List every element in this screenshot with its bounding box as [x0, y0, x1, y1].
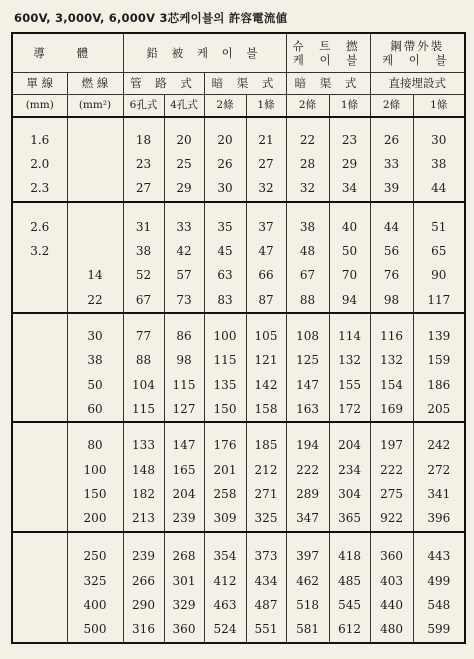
table-cell: 155 — [329, 373, 370, 397]
header-1-line-a: 1條 — [246, 94, 286, 117]
header-1-line-c: 1條 — [413, 94, 465, 117]
table-row — [12, 240, 465, 264]
table-cell: 304 — [329, 482, 370, 506]
table-cell: 139 — [413, 313, 465, 349]
table-cell: 105 — [246, 313, 286, 349]
table-cell: 182 — [123, 482, 164, 506]
table-cell: 242 — [413, 422, 465, 458]
table-cell: 212 — [246, 458, 286, 482]
table-cell: 147 — [286, 373, 329, 397]
table-cell — [67, 153, 123, 177]
table-cell: 88 — [286, 288, 329, 313]
table-cell: 25 — [164, 153, 204, 177]
table-cell: 66 — [246, 264, 286, 288]
table-cell: 135 — [204, 373, 246, 397]
table-cell: 56 — [370, 240, 413, 264]
table-cell: 258 — [204, 482, 246, 506]
table-cell: 22 — [286, 117, 329, 153]
table-cell: 38 — [286, 202, 329, 240]
table-cell: 47 — [246, 240, 286, 264]
header-stranded-wire: 燃 線 — [67, 72, 123, 94]
table-cell: 150 — [204, 397, 246, 422]
table-row — [12, 117, 465, 153]
table-cell — [12, 397, 67, 422]
table-cell: 213 — [123, 506, 164, 531]
table-cell: 21 — [246, 117, 286, 153]
table-cell: 83 — [204, 288, 246, 313]
table-cell: 90 — [413, 264, 465, 288]
table-cell: 32 — [246, 177, 286, 202]
table-cell: 88 — [123, 349, 164, 373]
table-cell: 26 — [370, 117, 413, 153]
table-row — [12, 594, 465, 618]
table-cell — [67, 202, 123, 240]
table-cell — [67, 240, 123, 264]
header-2-lines-a: 2條 — [204, 94, 246, 117]
table-cell: 329 — [164, 594, 204, 618]
table-cell: 115 — [164, 373, 204, 397]
table-cell: 20 — [204, 117, 246, 153]
table-cell — [12, 594, 67, 618]
table-cell: 150 — [67, 482, 123, 506]
table-cell: 185 — [246, 422, 286, 458]
table-cell: 125 — [286, 349, 329, 373]
table-cell: 163 — [286, 397, 329, 422]
table-cell: 44 — [413, 177, 465, 202]
table-cell: 418 — [329, 532, 370, 570]
table-cell — [12, 482, 67, 506]
table-cell: 27 — [123, 177, 164, 202]
table-cell: 234 — [329, 458, 370, 482]
table-cell: 922 — [370, 506, 413, 531]
header-unit-mm2: (mm²) — [67, 94, 123, 117]
table-cell: 397 — [286, 532, 329, 570]
header-lead-sheathed-cable: 鉛 被 케 이 블 — [123, 33, 286, 72]
table-cell: 551 — [246, 618, 286, 643]
table-cell: 2.3 — [12, 177, 67, 202]
table-cell: 205 — [413, 397, 465, 422]
table-cell: 268 — [164, 532, 204, 570]
table-cell — [12, 458, 67, 482]
table-cell: 117 — [413, 288, 465, 313]
table-cell: 599 — [413, 618, 465, 643]
table-cell: 132 — [370, 349, 413, 373]
table-row — [12, 569, 465, 593]
table-cell: 434 — [246, 569, 286, 593]
table-cell: 29 — [329, 153, 370, 177]
header-single-wire: 單 線 — [12, 72, 67, 94]
table-cell: 27 — [246, 153, 286, 177]
table-cell: 100 — [204, 313, 246, 349]
table-cell: 80 — [67, 422, 123, 458]
table-cell: 18 — [123, 117, 164, 153]
table-cell: 33 — [370, 153, 413, 177]
table-cell: 316 — [123, 618, 164, 643]
header-culvert-type: 暗 渠 式 — [204, 72, 286, 94]
table-cell: 100 — [67, 458, 123, 482]
table-cell: 73 — [164, 288, 204, 313]
table-cell: 485 — [329, 569, 370, 593]
table-cell: 147 — [164, 422, 204, 458]
table-row — [12, 288, 465, 313]
table-cell: 309 — [204, 506, 246, 531]
table-cell: 275 — [370, 482, 413, 506]
table-cell: 45 — [204, 240, 246, 264]
table-cell: 400 — [67, 594, 123, 618]
table-cell: 201 — [204, 458, 246, 482]
table-cell: 239 — [164, 506, 204, 531]
table-cell: 204 — [329, 422, 370, 458]
table-cell: 154 — [370, 373, 413, 397]
table-row — [12, 313, 465, 349]
table-cell: 31 — [123, 202, 164, 240]
table-cell: 290 — [123, 594, 164, 618]
table-cell: 115 — [123, 397, 164, 422]
table-cell: 222 — [286, 458, 329, 482]
table-cell: 115 — [204, 349, 246, 373]
header-6-hole: 6孔式 — [123, 94, 164, 117]
table-cell: 548 — [413, 594, 465, 618]
table-cell: 360 — [164, 618, 204, 643]
table-row — [12, 349, 465, 373]
table-cell: 67 — [123, 288, 164, 313]
table-cell: 33 — [164, 202, 204, 240]
table-cell: 30 — [67, 313, 123, 349]
table-cell: 204 — [164, 482, 204, 506]
table-cell: 38 — [123, 240, 164, 264]
header-unit-mm: (mm) — [12, 94, 67, 117]
table-cell — [12, 349, 67, 373]
table-cell: 396 — [413, 506, 465, 531]
table-cell: 121 — [246, 349, 286, 373]
table-cell — [12, 422, 67, 458]
table-cell: 289 — [286, 482, 329, 506]
header-direct-burial: 直接埋設式 — [370, 72, 465, 94]
table-cell: 52 — [123, 264, 164, 288]
table-cell: 127 — [164, 397, 204, 422]
table-cell: 266 — [123, 569, 164, 593]
table-cell — [12, 618, 67, 643]
table-cell: 22 — [67, 288, 123, 313]
table-cell: 65 — [413, 240, 465, 264]
table-cell: 14 — [67, 264, 123, 288]
table-row — [12, 153, 465, 177]
table-cell: 365 — [329, 506, 370, 531]
header-row-2 — [12, 72, 465, 94]
table-cell: 581 — [286, 618, 329, 643]
table-row — [12, 397, 465, 422]
header-chute-cable: 슈 트 撚 케 이 블 — [286, 33, 370, 72]
table-row — [12, 618, 465, 643]
table-cell: 148 — [123, 458, 164, 482]
table-cell: 26 — [204, 153, 246, 177]
table-cell: 272 — [413, 458, 465, 482]
table-cell: 48 — [286, 240, 329, 264]
table-cell: 28 — [286, 153, 329, 177]
table-cell — [12, 313, 67, 349]
header-steel-tape-cable: 鋼帶外裝 케 이 블 — [370, 33, 465, 72]
table-cell: 51 — [413, 202, 465, 240]
table-cell: 194 — [286, 422, 329, 458]
header-1-line-b: 1條 — [329, 94, 370, 117]
table-cell: 463 — [204, 594, 246, 618]
table-cell — [12, 264, 67, 288]
table-cell: 325 — [67, 569, 123, 593]
table-cell: 98 — [164, 349, 204, 373]
table-cell: 42 — [164, 240, 204, 264]
header-4-hole: 4孔式 — [164, 94, 204, 117]
table-cell: 2.6 — [12, 202, 67, 240]
table-cell: 499 — [413, 569, 465, 593]
table-cell: 63 — [204, 264, 246, 288]
table-cell: 104 — [123, 373, 164, 397]
table-cell: 87 — [246, 288, 286, 313]
table-cell: 98 — [370, 288, 413, 313]
table-cell: 60 — [67, 397, 123, 422]
table-cell: 222 — [370, 458, 413, 482]
table-cell: 360 — [370, 532, 413, 570]
table-cell: 23 — [329, 117, 370, 153]
table-cell: 403 — [370, 569, 413, 593]
table-cell: 172 — [329, 397, 370, 422]
table-row — [12, 482, 465, 506]
table-cell: 524 — [204, 618, 246, 643]
table-cell: 23 — [123, 153, 164, 177]
allowable-current-table — [11, 32, 466, 644]
table-cell — [12, 569, 67, 593]
table-row — [12, 422, 465, 458]
table-cell — [12, 373, 67, 397]
table-cell: 133 — [123, 422, 164, 458]
table-cell: 341 — [413, 482, 465, 506]
table-cell: 30 — [204, 177, 246, 202]
table-cell: 67 — [286, 264, 329, 288]
table-cell — [12, 506, 67, 531]
table-cell: 37 — [246, 202, 286, 240]
table-cell: 518 — [286, 594, 329, 618]
table-cell: 500 — [67, 618, 123, 643]
table-cell — [12, 532, 67, 570]
table-cell: 77 — [123, 313, 164, 349]
table-cell: 94 — [329, 288, 370, 313]
header-2-lines-b: 2條 — [286, 94, 329, 117]
table-cell: 347 — [286, 506, 329, 531]
table-cell: 1.6 — [12, 117, 67, 153]
header-culvert-type-2: 暗 渠 式 — [286, 72, 370, 94]
table-cell: 200 — [67, 506, 123, 531]
table-cell — [67, 117, 123, 153]
table-cell: 443 — [413, 532, 465, 570]
table-cell: 239 — [123, 532, 164, 570]
table-cell: 480 — [370, 618, 413, 643]
table-cell: 159 — [413, 349, 465, 373]
header-duct-type: 管 路 式 — [123, 72, 204, 94]
table-cell: 57 — [164, 264, 204, 288]
table-cell: 301 — [164, 569, 204, 593]
table-cell: 30 — [413, 117, 465, 153]
table-title: 600V, 3,000V, 6,000V 3芯케이블의 許容電流値 — [14, 11, 288, 25]
table-cell: 50 — [67, 373, 123, 397]
table-row — [12, 506, 465, 531]
header-row-1 — [12, 33, 465, 72]
table-cell — [67, 177, 123, 202]
table-row — [12, 373, 465, 397]
table-cell: 39 — [370, 177, 413, 202]
table-cell: 76 — [370, 264, 413, 288]
table-cell: 612 — [329, 618, 370, 643]
table-cell: 86 — [164, 313, 204, 349]
table-cell: 38 — [413, 153, 465, 177]
table-cell: 354 — [204, 532, 246, 570]
table-cell: 142 — [246, 373, 286, 397]
table-cell: 412 — [204, 569, 246, 593]
table-row — [12, 458, 465, 482]
table-cell: 487 — [246, 594, 286, 618]
table-cell: 29 — [164, 177, 204, 202]
header-conductor: 導 體 — [12, 33, 123, 72]
table-cell: 108 — [286, 313, 329, 349]
table-cell: 440 — [370, 594, 413, 618]
table-row — [12, 264, 465, 288]
table-cell — [12, 288, 67, 313]
table-row — [12, 202, 465, 240]
table-row — [12, 532, 465, 570]
table-cell: 132 — [329, 349, 370, 373]
table-cell: 114 — [329, 313, 370, 349]
table-cell: 44 — [370, 202, 413, 240]
table-cell: 250 — [67, 532, 123, 570]
table-cell: 545 — [329, 594, 370, 618]
table-cell: 50 — [329, 240, 370, 264]
table-cell: 2.0 — [12, 153, 67, 177]
table-row — [12, 177, 465, 202]
table-cell: 158 — [246, 397, 286, 422]
table-cell: 169 — [370, 397, 413, 422]
table-cell: 34 — [329, 177, 370, 202]
header-row-3 — [12, 94, 465, 117]
table-cell: 186 — [413, 373, 465, 397]
table-cell: 197 — [370, 422, 413, 458]
table-cell: 70 — [329, 264, 370, 288]
table-cell: 116 — [370, 313, 413, 349]
table-cell: 40 — [329, 202, 370, 240]
table-cell: 176 — [204, 422, 246, 458]
table-cell: 32 — [286, 177, 329, 202]
table-cell: 38 — [67, 349, 123, 373]
table-cell: 165 — [164, 458, 204, 482]
table-cell: 271 — [246, 482, 286, 506]
table-cell: 35 — [204, 202, 246, 240]
table-cell: 325 — [246, 506, 286, 531]
table-cell: 3.2 — [12, 240, 67, 264]
table-cell: 373 — [246, 532, 286, 570]
header-2-lines-c: 2條 — [370, 94, 413, 117]
table-cell: 20 — [164, 117, 204, 153]
table-cell: 462 — [286, 569, 329, 593]
